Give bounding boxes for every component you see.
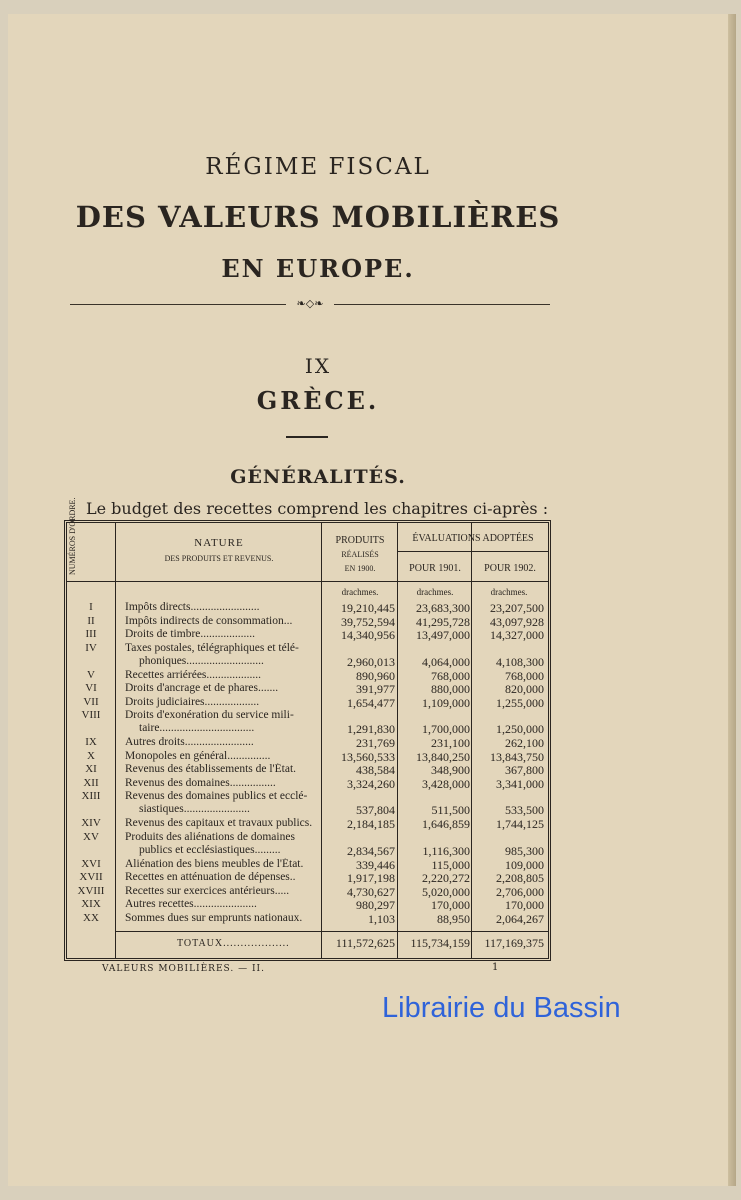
total-1902: 117,169,375 — [484, 936, 544, 950]
value-1900: 537,804 — [356, 803, 395, 817]
col-head-evaluations: ÉVALUATIONS ADOPTÉES — [412, 533, 534, 544]
row-label-continued: siastiques....................... — [139, 803, 250, 815]
chapter-country: GRÈCE. — [256, 386, 380, 415]
row-number: XVII — [79, 871, 103, 883]
value-1901: 880,000 — [431, 682, 470, 696]
row-label: Revenus des capitaux et travaux publics. — [125, 817, 313, 829]
col-head-1901: POUR 1901. — [409, 563, 461, 574]
value-1902: 109,000 — [505, 857, 544, 872]
value-1900: 231,769 — [356, 736, 395, 750]
title-line-3: EN EUROPE. — [221, 254, 415, 283]
col-head-realises: RÉALISÉS — [341, 550, 379, 559]
row-number: V — [87, 668, 95, 681]
col-head-nature-sub: DES PRODUITS ET REVENUS. — [164, 554, 274, 563]
value-1902: 533,500 — [505, 803, 544, 817]
totals-label: TOTAUX................... — [177, 938, 290, 949]
value-1902: 820,000 — [505, 682, 544, 696]
intro-text: Le budget des recettes comprend les chapitres ci-après : — [86, 499, 549, 518]
unit-1900: drachmes. — [341, 587, 379, 597]
unit-1902: drachmes. — [490, 587, 528, 597]
row-label-continued: phoniques........................... — [139, 654, 264, 667]
row-label: Revenus des domaines................ — [125, 776, 276, 789]
row-label: Taxes postales, télégraphiques et télé- — [125, 641, 299, 654]
row-label: Recettes arriérées................... — [125, 668, 262, 681]
row-number: VI — [85, 682, 97, 694]
value-1902: 2,208,805 — [496, 871, 544, 885]
value-1901: 13,840,250 — [416, 749, 470, 764]
row-label: Autres recettes...................... — [125, 898, 257, 910]
value-1901: 5,020,000 — [422, 884, 470, 899]
value-1900: 980,297 — [356, 898, 395, 912]
title-line-1: RÉGIME FISCAL — [205, 154, 431, 180]
row-label: Droits de timbre................... — [125, 628, 255, 640]
row-label: Droits d'exonération du service mili- — [125, 709, 294, 721]
value-1901: 348,900 — [431, 763, 470, 777]
value-1902: 1,250,000 — [496, 722, 544, 736]
row-label: Autres droits........................ — [125, 736, 254, 748]
page-number: 1 — [492, 962, 499, 973]
row-label: Recettes sur exercices antérieurs..... — [125, 884, 290, 897]
col-divider — [115, 523, 116, 958]
value-1901: 88,950 — [437, 911, 470, 926]
row-number: XVI — [81, 857, 101, 870]
value-1902: 367,800 — [505, 763, 544, 777]
value-1900: 339,446 — [356, 857, 395, 872]
eval-divider — [397, 551, 548, 552]
col-head-numeros: NUMÉROS D'ORDRE. — [68, 497, 77, 575]
col-divider — [397, 523, 398, 958]
row-label-continued: publics et ecclésiastiques......... — [139, 843, 281, 856]
value-1900: 1,103 — [368, 911, 395, 926]
value-1900: 1,291,830 — [347, 722, 395, 736]
chapter-number: IX — [304, 354, 332, 378]
col-head-produits: PRODUITS — [335, 535, 385, 546]
value-1900: 1,654,477 — [347, 695, 395, 710]
value-1902: 2,064,267 — [496, 911, 544, 926]
value-1900: 2,184,185 — [347, 817, 395, 831]
value-1900: 39,752,594 — [341, 614, 395, 629]
value-1902: 1,744,125 — [496, 817, 544, 831]
value-1901: 1,109,000 — [422, 695, 470, 710]
value-1902: 985,300 — [505, 843, 544, 858]
rule-ornament-icon: ❧◇❧ — [286, 297, 334, 310]
value-1900: 890,960 — [356, 668, 395, 683]
watermark: Librairie du Bassin — [382, 992, 621, 1024]
value-1901: 231,100 — [431, 736, 470, 750]
value-1900: 2,834,567 — [347, 843, 395, 858]
value-1902: 262,100 — [505, 736, 544, 750]
row-number: XIV — [81, 817, 101, 829]
short-rule — [286, 436, 328, 438]
value-1901: 13,497,000 — [416, 628, 470, 642]
row-label: Sommes dues sur emprunts nationaux. — [125, 911, 303, 924]
value-1900: 391,977 — [356, 682, 395, 696]
row-label: Droits judiciaires................... — [125, 695, 260, 708]
value-1901: 2,220,272 — [422, 871, 470, 885]
row-number: VIII — [81, 709, 101, 721]
title-line-2: DES VALEURS MOBILIÈRES — [75, 200, 561, 234]
value-1902: 170,000 — [505, 898, 544, 912]
totals-divider — [115, 931, 548, 932]
row-label: Revenus des domaines publics et ecclé- — [125, 790, 308, 802]
value-1900: 3,324,260 — [347, 776, 395, 791]
value-1900: 4,730,627 — [347, 884, 395, 899]
row-label: Impôts directs........................ — [125, 601, 260, 613]
value-1902: 2,706,000 — [496, 884, 544, 899]
value-1901: 1,116,300 — [422, 843, 470, 858]
value-1901: 511,500 — [431, 803, 470, 817]
value-1901: 1,646,859 — [422, 817, 470, 831]
value-1901: 23,683,300 — [416, 601, 470, 615]
row-number: XIX — [81, 898, 101, 910]
value-1900: 2,960,013 — [347, 654, 395, 669]
page-edge — [728, 14, 736, 1186]
value-1902: 13,843,750 — [490, 749, 544, 764]
row-label: Monopoles en général............... — [125, 749, 271, 762]
col-divider — [471, 523, 472, 958]
row-label: Aliénation des biens meubles de l'État. — [125, 857, 304, 870]
row-label: Impôts indirects de consommation... — [125, 614, 293, 627]
row-number: III — [85, 628, 97, 640]
row-number: II — [87, 614, 95, 627]
row-label: Droits d'ancrage et de phares....... — [125, 682, 279, 694]
col-head-1900: EN 1900. — [344, 564, 376, 573]
row-number: XV — [83, 830, 99, 843]
row-number: IX — [85, 736, 97, 748]
unit-1901: drachmes. — [416, 587, 454, 597]
value-1901: 4,064,000 — [422, 654, 470, 669]
total-1901: 115,734,159 — [410, 936, 470, 950]
total-1900: 111,572,625 — [335, 936, 395, 950]
value-1901: 1,700,000 — [422, 722, 470, 736]
row-label: Revenus des établissements de l'État. — [125, 763, 297, 775]
row-number: XX — [83, 911, 99, 924]
row-number: VII — [83, 695, 99, 708]
row-number: XIII — [81, 790, 101, 802]
row-number: XVIII — [77, 884, 105, 897]
row-label: Produits des aliénations de domaines — [125, 830, 295, 843]
value-1900: 19,210,445 — [341, 601, 395, 615]
value-1902: 23,207,500 — [490, 601, 544, 615]
col-divider — [321, 523, 322, 958]
value-1901: 115,000 — [431, 857, 470, 872]
value-1901: 768,000 — [431, 668, 470, 683]
value-1901: 3,428,000 — [422, 776, 470, 791]
row-number: XI — [85, 763, 97, 775]
value-1901: 41,295,728 — [416, 614, 470, 629]
value-1902: 1,255,000 — [496, 695, 544, 710]
value-1902: 4,108,300 — [496, 654, 544, 669]
row-number: I — [89, 601, 93, 613]
value-1900: 1,917,198 — [347, 871, 395, 885]
row-label-continued: taire................................. — [139, 722, 255, 734]
section-heading: GÉNÉRALITÉS. — [230, 466, 406, 488]
value-1902: 14,327,000 — [490, 628, 544, 642]
row-number: IV — [85, 641, 97, 654]
value-1900: 438,584 — [356, 763, 395, 777]
header-divider — [67, 581, 548, 582]
value-1901: 170,000 — [431, 898, 470, 912]
col-head-1902: POUR 1902. — [484, 563, 536, 574]
row-label: Recettes en atténuation de dépenses.. — [125, 871, 296, 883]
value-1902: 768,000 — [505, 668, 544, 683]
row-number: XII — [83, 776, 99, 789]
running-footer: VALEURS MOBILIÈRES. — II. — [102, 964, 265, 974]
col-head-nature: NATURE — [194, 537, 244, 549]
value-1902: 3,341,000 — [496, 776, 544, 791]
value-1900: 14,340,956 — [341, 628, 395, 642]
row-number: X — [87, 749, 95, 762]
value-1902: 43,097,928 — [490, 614, 544, 629]
value-1900: 13,560,533 — [341, 749, 395, 764]
